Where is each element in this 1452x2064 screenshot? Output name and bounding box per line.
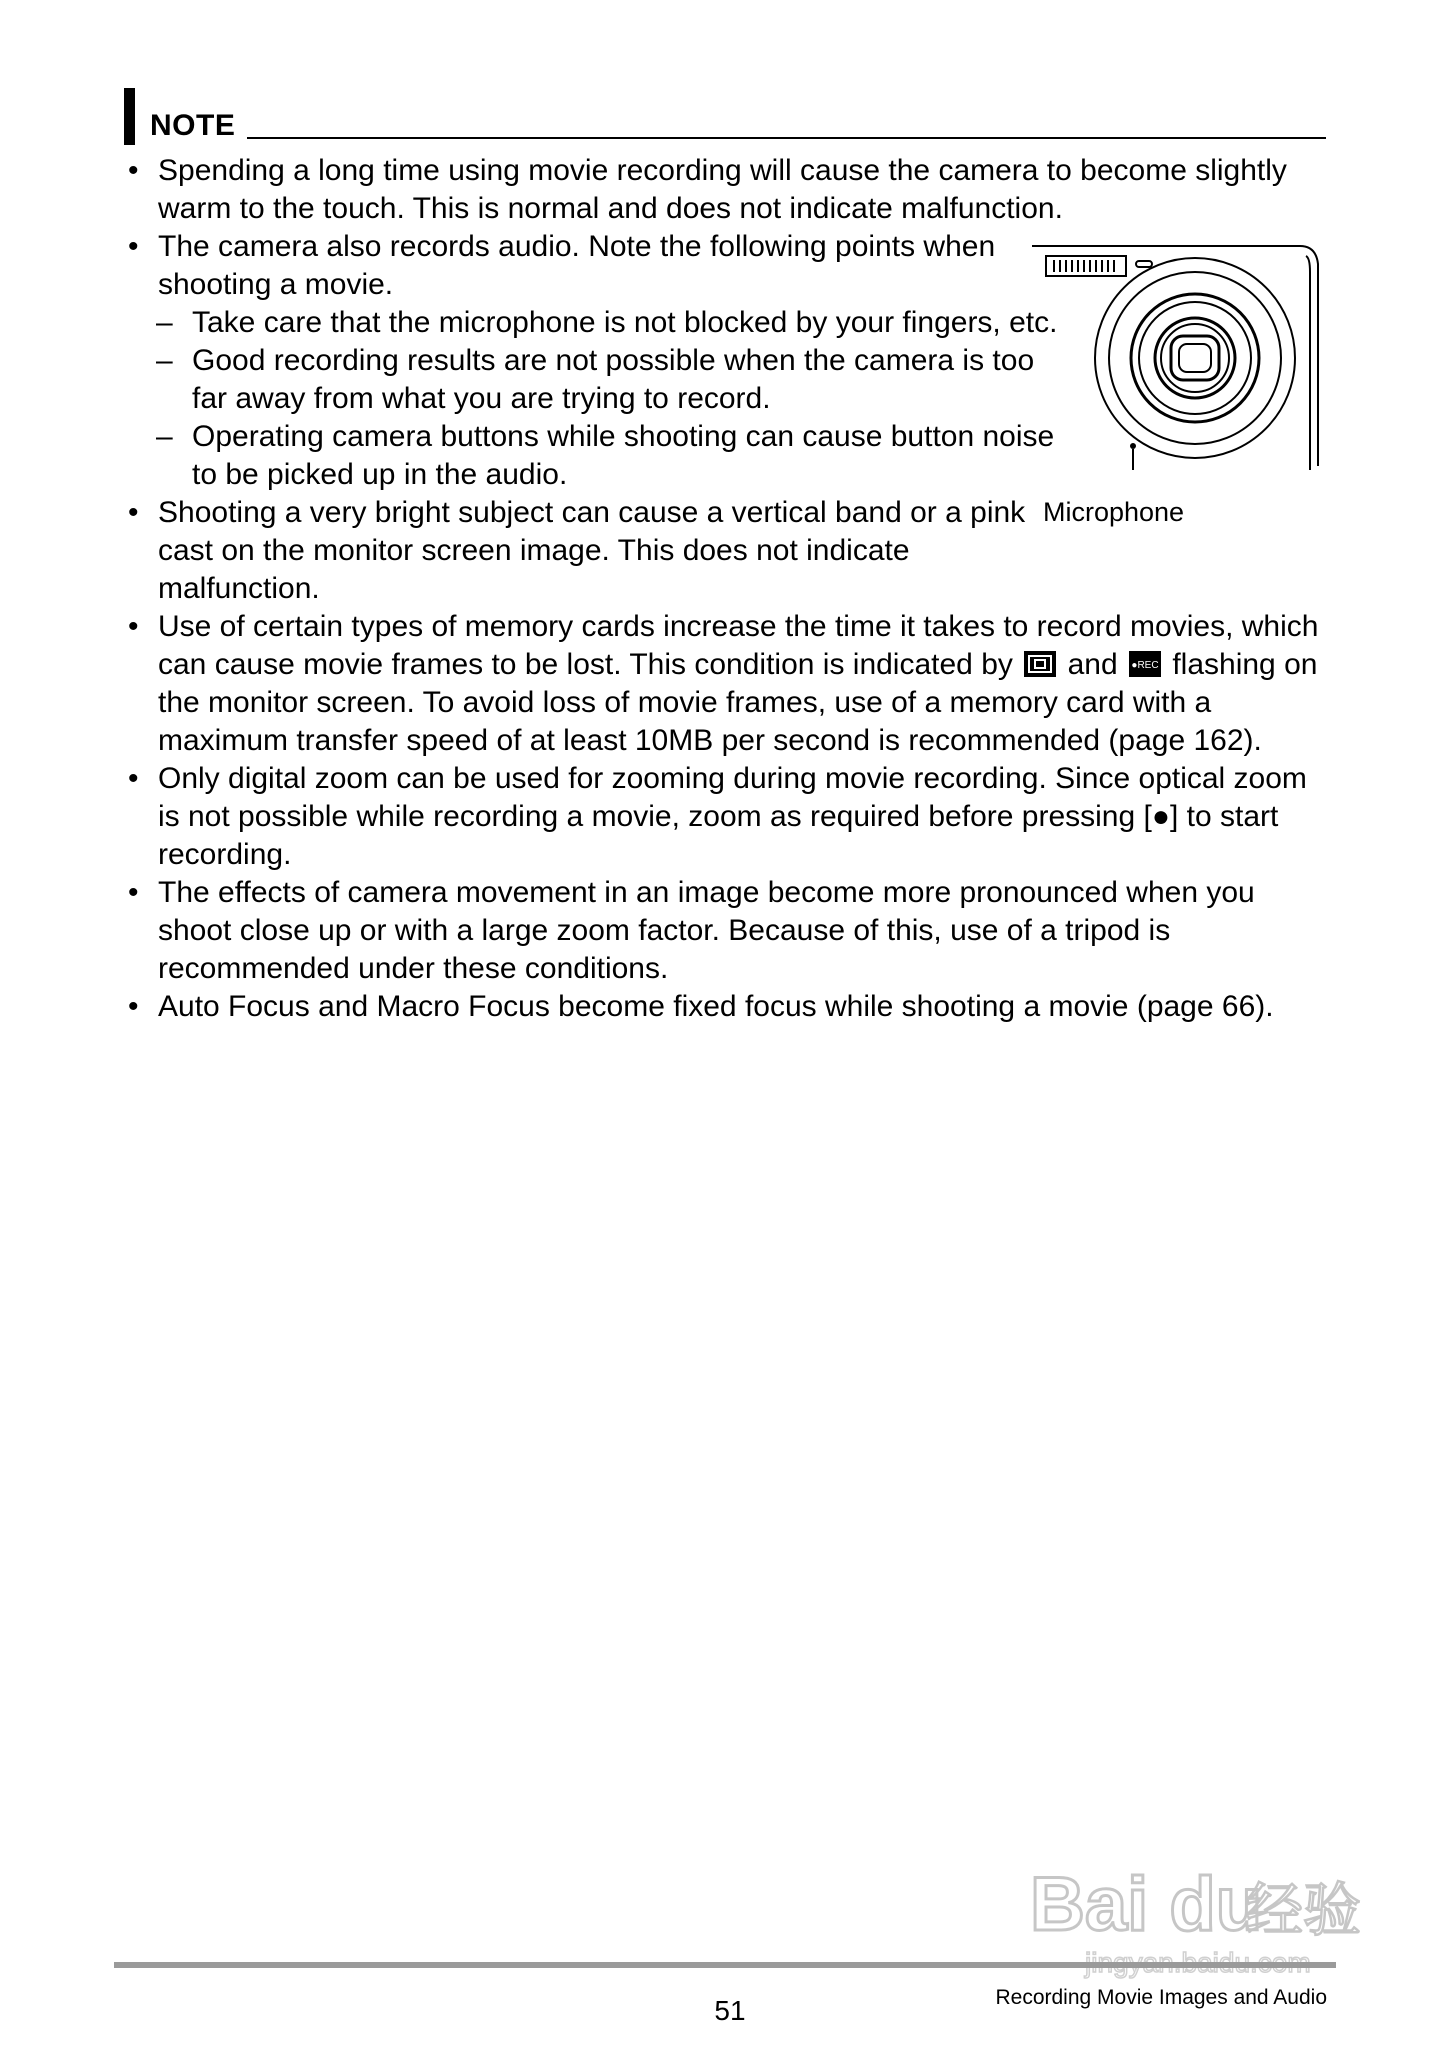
bullet-warm-camera: • Spending a long time using movie recording will cause the camera to become slightly warm to the touch. This is normal and does not indicate malfunction.	[126, 152, 1336, 228]
sub-item-microphone	[126, 304, 1072, 342]
sub-item-button-noise	[126, 418, 1072, 494]
bullet-bright-subject: • Shooting a very bright subject can cause a vertical band or a pink cast on the monitor screen image. This does not indicate malfunction.	[126, 494, 1038, 608]
bullet-memory-cards	[126, 608, 1336, 760]
bullet-memory-text-1: Use of certain types of memory cards increase the time it takes to record movies, which can cause movie frames to be lost. This condition is indicated by	[158, 610, 1319, 681]
note-marker-bar	[124, 88, 135, 145]
dash: –	[156, 344, 173, 377]
memory-card-icon	[1023, 650, 1057, 678]
sub-item-distance	[126, 342, 1072, 418]
svg-text:经验: 经验	[1245, 1876, 1362, 1944]
dash: –	[156, 306, 173, 339]
note-divider	[247, 137, 1326, 139]
grill-icon	[1046, 256, 1126, 276]
camera-microphone-illustration	[1030, 238, 1322, 470]
svg-text:Bai du: Bai du	[1030, 1862, 1263, 1947]
lens-icon	[1095, 258, 1295, 458]
bullet-camera-movement: • The effects of camera movement in an image become more pronounced when you shoot close up or with a large zoom factor. Because of this, use of a tripod is recommended under these conditions.	[126, 874, 1336, 988]
microphone-dot	[1130, 443, 1136, 449]
sub-item-text: Good recording results are not possible when the camera is too far away from what you are trying to record.	[192, 344, 1035, 415]
sub-item-text: Operating camera buttons while shooting can cause button noise to be picked up in the audio.	[192, 420, 1055, 491]
sub-item-text: Take care that the microphone is not blocked by your fingers, etc.	[192, 306, 1058, 339]
rec-icon	[1128, 650, 1162, 678]
note-heading: NOTE	[150, 109, 236, 142]
bullet-fixed-focus: • Auto Focus and Macro Focus become fixed focus while shooting a movie (page 66).	[126, 988, 1336, 1026]
footer-divider	[114, 1962, 1336, 1968]
bullet-audio: • The camera also records audio. Note the following points when shooting a movie.	[126, 228, 1038, 304]
page-number: 51	[714, 1995, 746, 2026]
microphone-label: Microphone	[1043, 497, 1185, 527]
bullet-digital-zoom: • Only digital zoom can be used for zooming during movie recording. Since optical zoom is not possible while recording a movie, zoom as required before pressing [●] to start recording.	[126, 760, 1336, 874]
bullet-memory-and: and	[1067, 648, 1118, 681]
bullet-memory-text-2: flashing on the monitor screen. To avoid loss of movie frames, use of a memory card with a maximum transfer speed of at least 10MB per second is recommended (page 162).	[158, 648, 1318, 757]
section-footer-title: Recording Movie Images and Audio	[995, 1986, 1327, 2009]
dash: –	[156, 420, 173, 453]
rec-icon-text: ●REC	[1131, 660, 1159, 671]
baidu-watermark-logo	[1025, 1830, 1365, 1980]
